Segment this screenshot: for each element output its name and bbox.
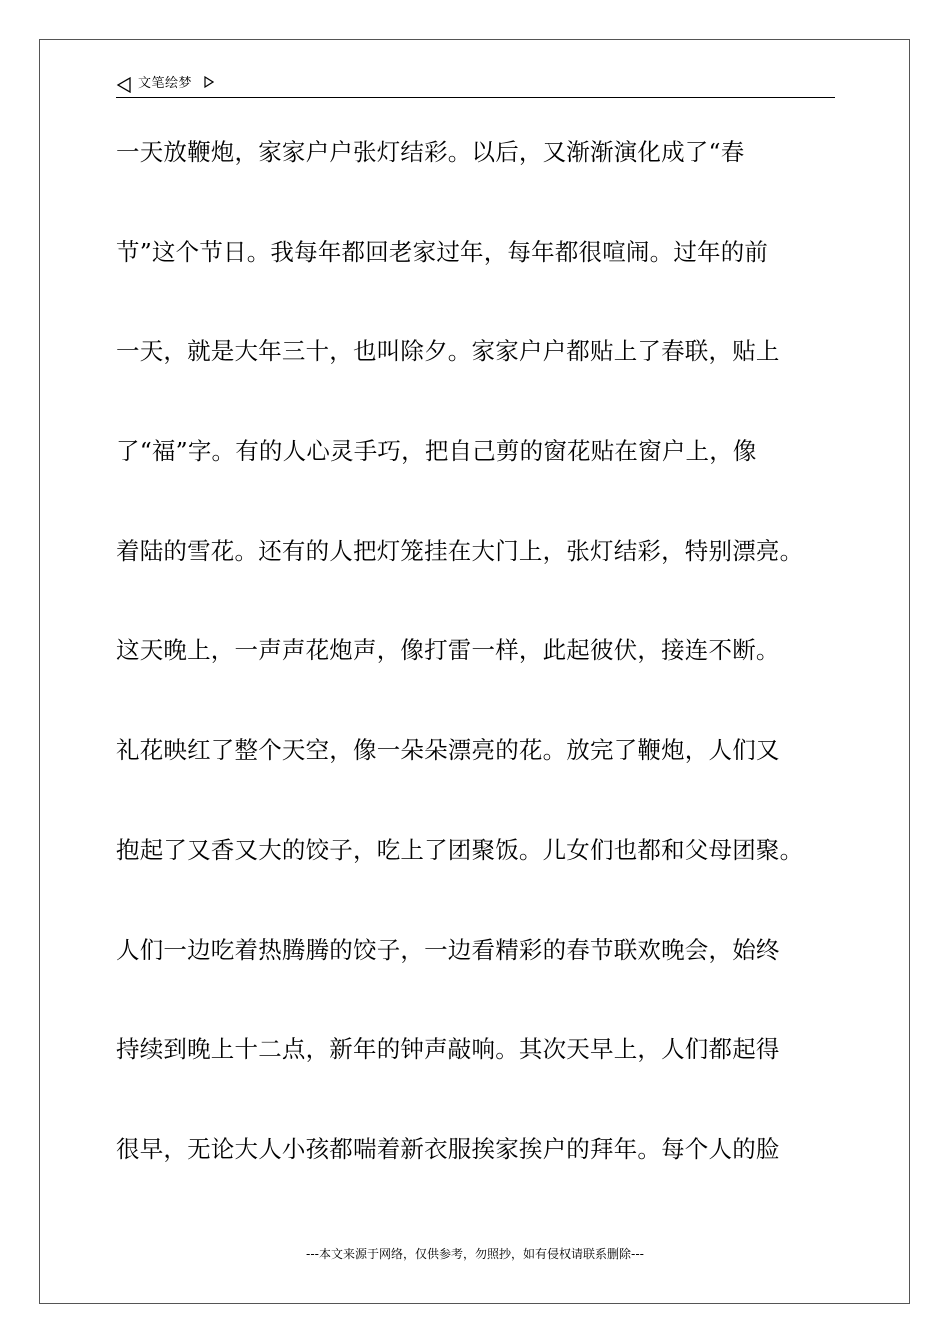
- text-line: 持续到晚上十二点，新年的钟声敲响。其次天早上，人们都起得: [116, 1035, 780, 1064]
- page-header: [116, 72, 835, 98]
- text-line: 着陆的雪花。还有的人把灯笼挂在大门上，张灯结彩，特别漂亮。: [116, 536, 804, 565]
- right-triangle-icon: [204, 76, 214, 88]
- text-line: 节”这个节日。我每年都回老家过年，每年都很喧闹。过年的前: [116, 237, 769, 266]
- text-line: 了“福”字。有的人心灵手巧，把自己剪的窗花贴在窗户上，像: [116, 437, 757, 466]
- text-line: 人们一边吃着热腾腾的饺子，一边看精彩的春节联欢晚会，始终: [116, 935, 780, 964]
- document-body: [116, 127, 846, 1224]
- text-line: 一天放鞭炮，家家户户张灯结彩。以后，又渐渐演化成了“春: [116, 138, 745, 166]
- text-line: 很早，无论大人小孩都喘着新衣服挨家挨户的拜年。每个人的脸: [116, 1134, 780, 1163]
- text-line: 抱起了又香又大的饺子，吃上了团聚饭。儿女们也都和父母团聚。: [116, 835, 804, 864]
- header-title: 文笔绘梦: [138, 76, 193, 91]
- text-line: 一天，就是大年三十，也叫除夕。家家户户都贴上了春联，贴上: [116, 337, 780, 366]
- footer-notice: ---本文来源于网络，仅供参考，勿照抄，如有侵权请联系删除---: [306, 1247, 644, 1261]
- text-line: 礼花映红了整个天空，像一朵朵漂亮的花。放完了鞭炮，人们又: [116, 736, 780, 765]
- text-line: 这天晚上，一声声花炮声，像打雷一样，此起彼伏，接连不断。: [116, 636, 780, 665]
- left-triangle-icon: [116, 77, 132, 93]
